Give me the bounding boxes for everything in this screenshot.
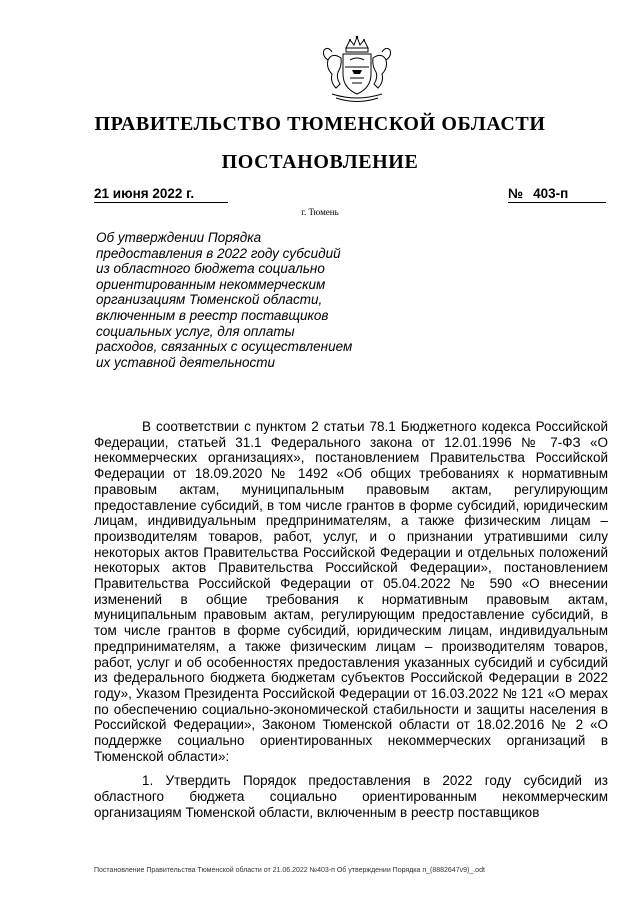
document-footer: Постановление Правительства Тюменской области от 21.06.2022 №403-п Об утверждении Порядка п_(8882647v9)_.odt [94,867,485,874]
subject-line: предоставления в 2022 году субсидий [96,245,341,261]
preamble-paragraph: В соответствии с пунктом 2 статьи 78.1 Бюджетного кодекса Российской Федерации, статьей 31.1 Федерального закона от 12.01.1996 № 7-ФЗ «О некоммерческих организациях», постановлением Правительства Российской Федерации от 18.09.2020 № 1492 «Об общих требованиях к нормативным правовым актам, муниципальным правовым актам, регулирующим предоставление субсидий, в том числе грантов в форме субсидий, юридическим лицам, индивидуальным предпринимателям, а также физическим лицам – производителям товаров, работ, услуг, и о признании утратившими силу некоторых актов Правительства Российской Федерации и отдельных положений некоторых актов Правительства Российской Федерации», постановлением Правительства Российской Федерации от 05.04.2022 № 590 «О внесении изменений в общие требования к нормативным правовым актам, муниципальным правовым актам, регулирующим предоставление субсидий, в том числе грантов в форме субсидий, юридическим лицам, индивидуальным предпринимателям, а также физическим лицам – производителям товаров, работ, услуг и об особенностях предоставления указанных субсидий и субсидий из федерального бюджета бюджетам субъектов Российской Федерации в 2022 году», Указом Президента Российской Федерации от 16.03.2022 № 121 «О мерах по обеспечению социально-экономической стабильности и защиты населения в Российской Федерации», Законом Тюменской области от 18.02.2016 № 2 «О поддержке социально ориентированных некоммерческих организаций в Тюменской области»: [94,419,608,764]
number-value: 403-п [533,186,569,201]
subject-line: социальных услуг, для оплаты [96,323,295,339]
subject-line: их уставной деятельности [96,354,275,370]
government-title: ПРАВИТЕЛЬСТВО ТЮМЕНСКОЙ ОБЛАСТИ [94,113,546,135]
subject-line: включенным в реестр поставщиков [96,307,329,323]
decree-date: 21 июня 2022 г. [94,186,228,203]
decree-body [94,419,608,821]
coat-of-arms-icon [310,34,404,106]
subject-line: расходов, связанных с осуществлением [96,339,353,355]
subject-line: Об утверждении Порядка [96,230,262,245]
number-sign: № [508,186,524,201]
subject-line: из областного бюджета социально [96,261,325,277]
document-type-title: ПОСТАНОВЛЕНИЕ [221,151,419,173]
city-label: г. Тюмень [301,207,339,217]
subject-line: организациям Тюменской области, [96,292,323,308]
item-1-paragraph: 1. Утвердить Порядок предоставления в 2022 году субсидий из областного бюджета социально ориентированным некоммерческим организациям Тюменской области, включенным в реестр поставщиков [94,773,608,820]
decree-number [508,186,606,203]
subject-line: ориентированным некоммерческим [96,276,326,292]
decree-subject [96,230,396,370]
